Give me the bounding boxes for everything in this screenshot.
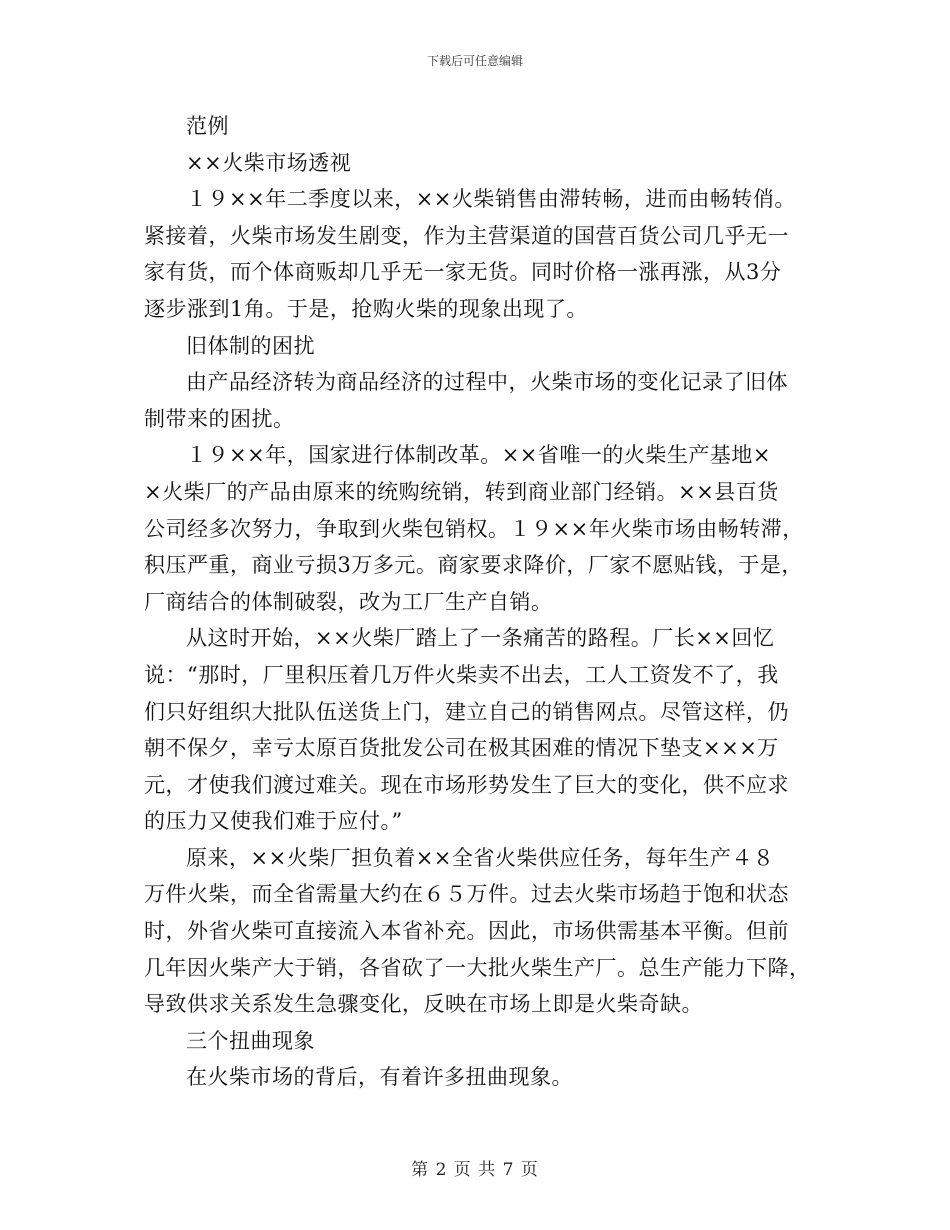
text-line: 旧体制的困扰 bbox=[186, 333, 315, 358]
text-line: １９××年二季度以来，××火柴销售由滞转畅，进而由畅转俏。 bbox=[186, 187, 796, 212]
text-line: 逐步涨到1角。于是，抢购火柴的现象出现了。 bbox=[144, 296, 588, 321]
text-line: 导致供求关系发生急骤变化，反映在市场上即是火柴奇缺。 bbox=[144, 992, 703, 1017]
text-line: 公司经多次努力，争取到火柴包销权。１９××年火柴市场由畅转滞， bbox=[144, 516, 804, 541]
text-line: 元，才使我们渡过难关。现在市场形势发生了巨大的变化，供不应求 bbox=[144, 772, 789, 797]
text-line: 三个扭曲现象 bbox=[186, 1028, 315, 1053]
text-line: 朝不保夕，幸亏太原百货批发公司在极其困难的情况下垫支×××万 bbox=[144, 736, 779, 761]
text-line: 由产品经济转为商品经济的过程中，火柴市场的变化记录了旧体 bbox=[186, 370, 788, 395]
text-line: 原来，××火柴厂担负着××全省火柴供应任务，每年生产４８ bbox=[186, 845, 775, 870]
text-line: １９××年，国家进行体制改革。××省唯一的火柴生产基地× bbox=[186, 443, 771, 468]
page-header: 下载后可任意编辑 bbox=[426, 54, 523, 68]
text-line: ××火柴市场透视 bbox=[186, 150, 352, 175]
text-line: 们只好组织大批队伍送货上门，建立自己的销售网点。尽管这样，仍 bbox=[144, 699, 789, 724]
text-line: 积压严重，商业亏损3万多元。商家要求降价，厂家不愿贴钱，于是， bbox=[144, 553, 803, 578]
text-line: 在火柴市场的背后，有着许多扭曲现象。 bbox=[186, 1065, 573, 1090]
text-line: 时，外省火柴可直接流入本省补充。因此，市场供需基本平衡。但前 bbox=[144, 919, 789, 944]
text-line: 说：“那时，厂里积压着几万件火柴卖不出去，工人工资发不了，我 bbox=[144, 662, 779, 687]
text-line: ×火柴厂的产品由原来的统购统销，转到商业部门经销。××县百货 bbox=[144, 479, 779, 504]
text-line: 家有货，而个体商贩却几乎无一家无货。同时价格一涨再涨，从3分 bbox=[144, 260, 782, 285]
text-line: 厂商结合的体制破裂，改为工厂生产自销。 bbox=[144, 589, 553, 614]
text-line: 几年因火柴产大于销，各省砍了一大批火柴生产厂。总生产能力下降， bbox=[144, 955, 811, 980]
text-line: 制带来的困扰。 bbox=[144, 406, 295, 431]
text-line: 的压力又使我们难于应付。” bbox=[144, 809, 403, 834]
page-footer: 第 2 页 共 7 页 bbox=[411, 1160, 539, 1180]
text-line: 从这时开始，××火柴厂踏上了一条痛苦的路程。厂长××回忆 bbox=[186, 626, 775, 651]
text-line: 万件火柴，而全省需量大约在６５万件。过去火柴市场趋于饱和状态 bbox=[144, 882, 789, 907]
document-body bbox=[144, 108, 812, 1096]
text-line: 紧接着，火柴市场发生剧变，作为主营渠道的国营百货公司几乎无一 bbox=[144, 223, 789, 248]
text-line: 范例 bbox=[186, 114, 229, 138]
